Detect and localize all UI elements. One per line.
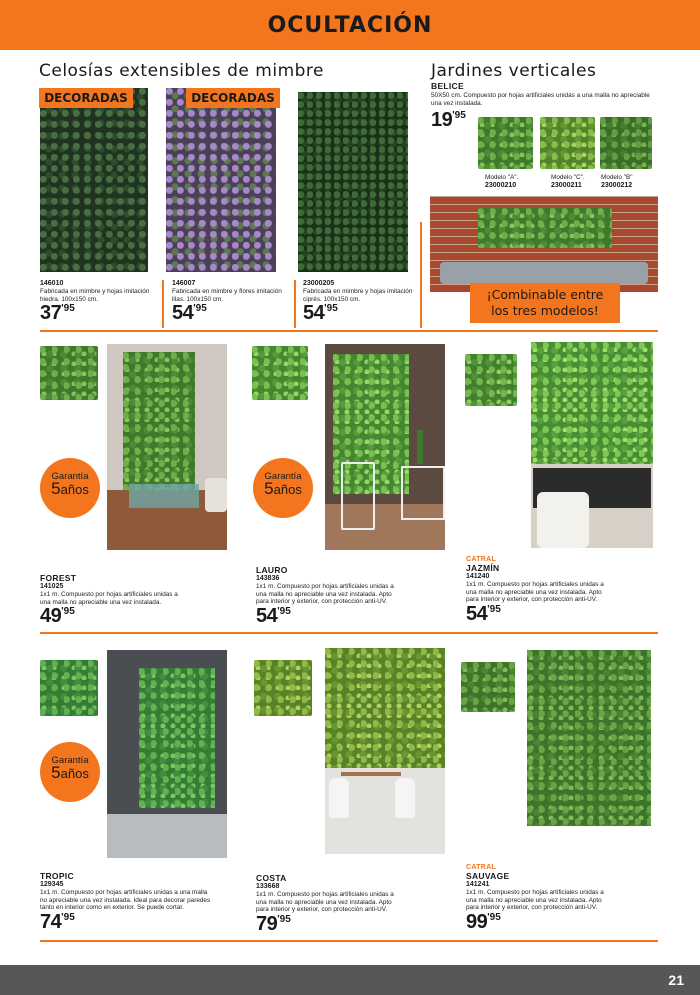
- garantia-badge: Garantía 5años: [40, 742, 100, 802]
- product-ref: 141241: [466, 881, 490, 888]
- product-desc: Fabricada en mimbre y hojas imitación hiedra. 100x150 cm.: [40, 288, 150, 303]
- divider: [420, 222, 422, 328]
- product-price: $74^{'95}$: [40, 910, 75, 933]
- product-price: $99^{'95}$: [466, 910, 501, 933]
- jardines-title: Jardines verticales: [431, 61, 597, 81]
- section-divider: [40, 330, 658, 332]
- product-ref: 141025: [40, 583, 64, 590]
- celosia-cipres-image: [298, 92, 408, 272]
- product-tropic: [40, 872, 215, 932]
- costa-scene-image: [325, 648, 445, 854]
- product-desc: 50X50 cm. Compuesto por hojas artificiales unidas a una malla no apreciable una vez instalada.: [431, 92, 650, 107]
- model-label: Modelo "B" 23000212: [601, 174, 633, 189]
- product-ref: 23000205: [303, 280, 335, 287]
- celosia-lilas-image: [166, 88, 276, 272]
- product-forest: [40, 574, 190, 626]
- forest-swatch: [40, 346, 98, 400]
- product-name: SAUVAGE: [466, 871, 510, 881]
- garantia-badge: Garantía 5años: [253, 458, 313, 518]
- section-divider: [40, 940, 658, 942]
- product-ref: 129345: [40, 881, 64, 888]
- celosia-item: [172, 280, 290, 323]
- product-price: $79^{'95}$: [256, 912, 291, 935]
- celosias-title: Celosías extensibles de mimbre: [39, 61, 325, 81]
- product-jazmin: [466, 556, 616, 624]
- product-costa: [256, 874, 406, 934]
- jazmin-scene-image: [531, 342, 653, 548]
- modelo-a-image: [478, 117, 533, 169]
- product-price: $54^{'95}$: [466, 602, 501, 625]
- combinable-callout: ¡Combinable entre los tres modelos!: [470, 283, 620, 323]
- jazmin-swatch: [465, 354, 517, 406]
- sauvage-scene-image: [527, 650, 651, 826]
- product-ref: 133668: [256, 883, 280, 890]
- product-sauvage: [466, 864, 616, 932]
- sauvage-swatch: [461, 662, 515, 712]
- product-price: $54^{'95}$: [172, 302, 207, 325]
- modelo-b-image: [600, 117, 652, 169]
- product-name: JAZMÍN: [466, 563, 500, 573]
- product-desc: 1x1 m. Compuesto por hojas artificiales unidas a una malla no apreciable una vez instalada. Apto para interior y exterior, con protección anti-UV.: [466, 581, 604, 604]
- garantia-badge: Garantía 5años: [40, 458, 100, 518]
- product-name: COSTA: [256, 873, 287, 883]
- product-desc: 1x1 m. Compuesto por hojas artificiales unidas a una malla no apreciable una vez instalada. Ideal para decorar paredes tanto en interior como en exterior. Se puede cortar.: [40, 889, 211, 912]
- lauro-swatch: [252, 346, 308, 400]
- product-name: BELICE: [431, 81, 464, 91]
- product-name: FOREST: [40, 573, 77, 583]
- model-label: Modelo "A". 23000210: [485, 174, 519, 189]
- celosia-hiedra-image: [40, 88, 148, 272]
- lauro-scene-image: [325, 344, 445, 550]
- footer-bar: [0, 965, 700, 995]
- product-price: $54^{'95}$: [303, 302, 338, 325]
- product-desc: 1x1 m. Compuesto por hojas artificiales unidas a una malla no apreciable una vez instalada. Apto para interior y exterior, con protección anti-UV.: [466, 889, 604, 912]
- product-ref: 141240: [466, 573, 490, 580]
- model-label: Modelo "C". 23000211: [551, 174, 585, 189]
- section-divider: [40, 632, 658, 634]
- tropic-scene-image: [107, 650, 227, 858]
- header-banner: [0, 0, 700, 50]
- page-number: 21: [668, 972, 684, 988]
- tropic-swatch: [40, 660, 98, 716]
- product-lauro: [256, 566, 406, 626]
- product-price: $49^{'95}$: [40, 605, 75, 628]
- celosia-item: [303, 280, 413, 323]
- product-desc: 1x1 m. Compuesto por hojas artificiales unidas a una malla no apreciable una vez instalada. Apto para interior y exterior, con protección anti-UV.: [256, 583, 394, 606]
- product-ref: 146010: [40, 280, 64, 287]
- decoradas-badge: DECORADAS: [39, 88, 133, 108]
- modelo-c-image: [540, 117, 595, 169]
- forest-scene-image: [107, 344, 227, 550]
- celosia-item: [40, 280, 158, 323]
- decoradas-badge: DECORADAS: [186, 88, 280, 108]
- costa-swatch: [254, 660, 312, 716]
- product-desc: 1x1 m. Compuesto por hojas artificiales unidas a una malla no apreciable una vez instalada. Apto para interior y exterior, con protección anti-UV.: [256, 891, 394, 914]
- product-price: $37^{'95}$: [40, 302, 75, 325]
- product-desc: Fabricada en mimbre y flores imitación lilas. 100x150 cm.: [172, 288, 282, 303]
- brick-wall-image: [430, 196, 658, 292]
- brand-label: CATRAL: [466, 556, 497, 563]
- product-price: $19^{'95}$: [431, 109, 466, 131]
- product-desc: Fabricada en mimbre y hojas imitación ciprés. 100x150 cm.: [303, 288, 413, 303]
- product-price: $54^{'95}$: [256, 604, 291, 627]
- divider: [294, 280, 296, 328]
- brand-label: CATRAL: [466, 864, 497, 871]
- product-ref: 143836: [256, 575, 280, 582]
- divider: [162, 280, 164, 328]
- product-name: TROPIC: [40, 871, 74, 881]
- product-name: LAURO: [256, 565, 288, 575]
- product-desc: 1x1 m. Compuesto por hojas artificiales unidas a una malla no apreciable una vez instalada.: [40, 591, 178, 606]
- product-ref: 146007: [172, 280, 196, 287]
- page-title: OCULTACIÓN: [267, 12, 433, 38]
